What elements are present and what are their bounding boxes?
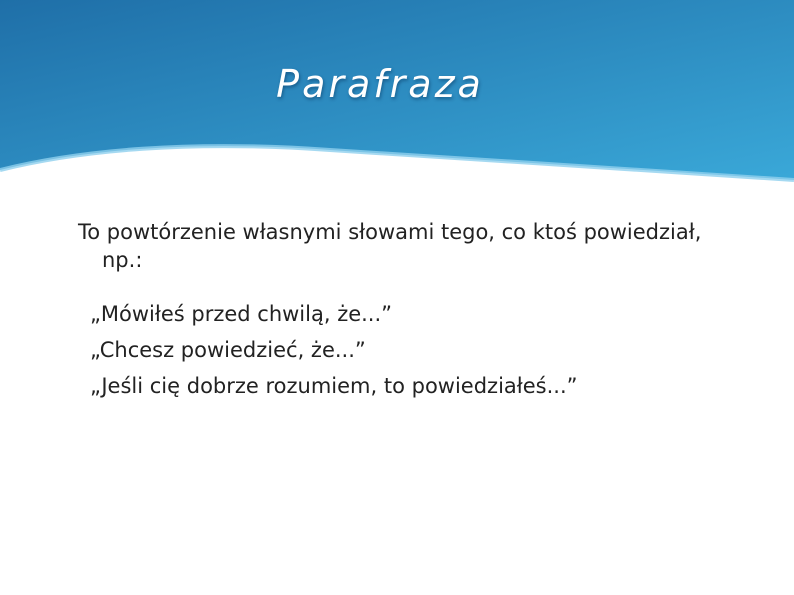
example-item: „Jeśli cię dobrze rozumiem, to powiedziałeś...”: [90, 374, 578, 398]
example-item: „Mówiłeś przed chwilą, że...”: [90, 302, 393, 326]
example-list: [90, 298, 718, 402]
slide-body: [78, 218, 718, 406]
intro-text: To powtórzenie własnymi słowami tego, co ktoś powiedział, np.:: [78, 220, 702, 272]
slide-title: Parafraza: [276, 62, 484, 106]
example-item: „Chcesz powiedzieć, że...”: [90, 338, 366, 362]
